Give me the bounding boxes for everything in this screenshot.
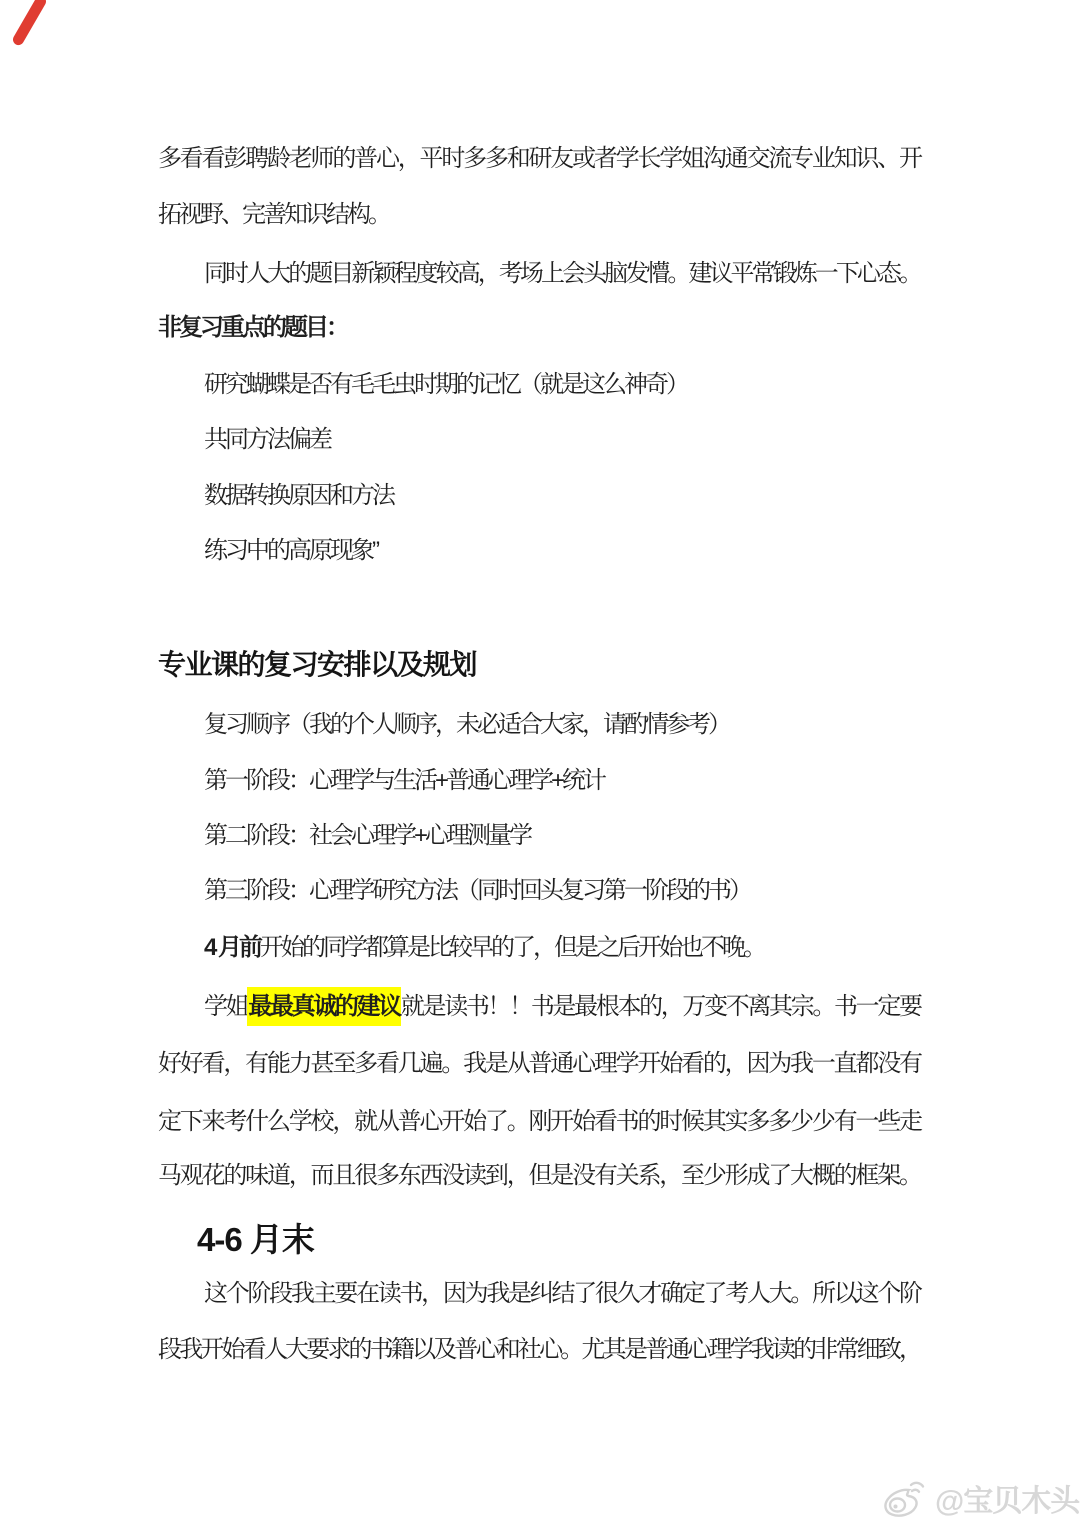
- subheading-line: 非复习重点的题目：: [158, 314, 347, 341]
- red-pen-corner-mark: [11, 0, 48, 47]
- paragraph-line: 同时人大的题目新颖程度较高，考场上会头脑发懵。建议平常锻炼一下心态。: [204, 260, 920, 287]
- highlighted-text-run: 最最真诚的建议: [247, 987, 401, 1026]
- list-item-line: 练习中的高原现象”: [204, 537, 377, 564]
- list-item-line: 共同方法偏差: [204, 426, 330, 453]
- paragraph-line: 这个阶段我主要在读书，因为我是纠结了很久才确定了考人大。所以这个阶: [204, 1280, 920, 1307]
- text-run: 开始的同学都算是比较早的了，但是之后开始也不晚。: [260, 934, 765, 961]
- paragraph-line: 好好看，有能力甚至多看几遍。我是从普通心理学开始看的，因为我一直都没有: [158, 1050, 920, 1077]
- watermark-handle: @宝贝木头: [935, 1485, 1080, 1518]
- paragraph-line: [158, 990, 920, 1024]
- text-run: 学姐: [204, 993, 248, 1020]
- paragraph-line: 段我开始看人大要求的书籍以及普心和社心。尤其是普通心理学我读的非常细致，: [158, 1336, 920, 1363]
- weibo-logo-icon: [878, 1476, 928, 1520]
- paragraph-line: 复习顺序（我的个人顺序，未必适合大家，请酌情参考）: [204, 711, 729, 738]
- paragraph-line: 定下来考什么学校，就从普心开始了。刚开始看书的时候其实多多少少有一些走: [158, 1108, 920, 1135]
- paragraph-line: 多看看彭聘龄老师的普心，平时多多和研友或者学长学姐沟通交流专业知识、开: [158, 145, 920, 172]
- list-item-line: 数据转换原因和方法: [204, 482, 393, 509]
- stage-heading: 4-6 月末: [197, 1221, 314, 1258]
- watermark: [878, 1474, 1079, 1522]
- paragraph-line: 拓视野、完善知识结构。: [158, 201, 389, 228]
- stage-list-line: 第二阶段：社会心理学+心理测量学: [204, 822, 531, 849]
- bold-text-run: 4 月前: [204, 934, 261, 961]
- stage-list-line: 第三阶段：心理学研究方法（同时回头复习第一阶段的书）: [204, 877, 750, 904]
- stage-list-line: 第一阶段：心理学与生活+普通心理学+统计: [204, 767, 605, 794]
- section-heading: 专业课的复习安排以及规划: [158, 649, 477, 680]
- list-item-line: 研究蝴蝶是否有毛毛虫时期的记忆（就是这么神奇）: [204, 371, 687, 398]
- text-run: 就是读书！！书是最根本的，万变不离其宗。书一定要: [400, 993, 920, 1020]
- paragraph-line: 马观花的味道，而且很多东西没读到，但是没有关系，至少形成了大概的框架。: [158, 1162, 920, 1189]
- paragraph-line: [158, 931, 920, 965]
